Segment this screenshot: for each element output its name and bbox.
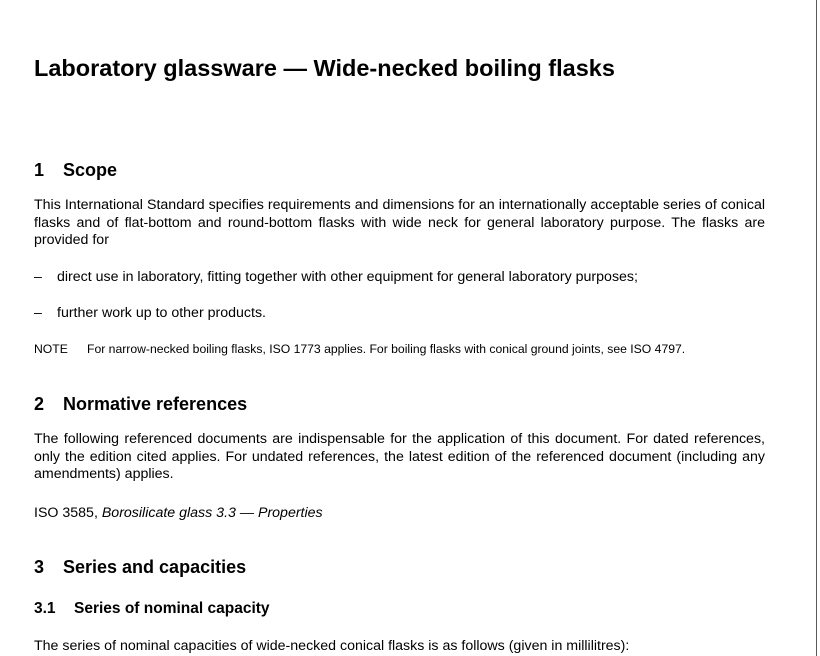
subsection-3-1-heading: [34, 600, 270, 618]
subsection-3-1-title: Series of nominal capacity: [74, 600, 270, 617]
scope-note: [34, 342, 685, 357]
normative-paragraph: The following referenced documents are indispensable for the application of this document. For dated references, only the edition cited applies. For undated references, the latest edition of the referenced document (including any amendments) applies.: [34, 431, 765, 482]
section-2-heading: [34, 394, 247, 415]
bullet-marker: –: [34, 305, 42, 321]
normative-reference: [34, 505, 323, 523]
subsection-3-1-number: 3.1: [34, 600, 56, 617]
bullet-marker: –: [34, 269, 42, 285]
section-3-title: Series and capacities: [63, 557, 247, 577]
scope-bullet-1-text: direct use in laboratory, fitting together with other equipment for general laboratory purposes;: [57, 269, 638, 285]
section-1-title: Scope: [63, 160, 118, 180]
section-3-number: 3: [34, 557, 45, 577]
reference-title: Borosilicate glass 3.3 — Properties: [101, 505, 323, 521]
section-3-heading: [34, 557, 246, 578]
section-1-heading: [34, 160, 117, 181]
section-1-number: 1: [34, 160, 45, 180]
scope-paragraph: This International Standard specifies requirements and dimensions for an internationally acceptable series of conical flasks and of flat-bottom and round-bottom flasks with wide neck for general laboratory purpose. The flasks are provided for: [34, 197, 765, 248]
section-2-title: Normative references: [63, 394, 248, 414]
section-2-number: 2: [34, 394, 45, 414]
note-label: NOTE: [34, 342, 68, 356]
reference-id: ISO 3585,: [34, 505, 98, 521]
scope-bullet-2-text: further work up to other products.: [57, 305, 266, 321]
scope-bullet-2: [34, 305, 266, 323]
document-title: Laboratory glassware — Wide-necked boiling flasks: [34, 55, 615, 81]
series-paragraph: The series of nominal capacities of wide-necked conical flasks is as follows (given in millilitres):: [34, 638, 630, 654]
note-text: For narrow-necked boiling flasks, ISO 1773 applies. For boiling flasks with conical ground joints, see ISO 4797.: [87, 342, 686, 356]
scope-bullet-1: [34, 269, 638, 287]
